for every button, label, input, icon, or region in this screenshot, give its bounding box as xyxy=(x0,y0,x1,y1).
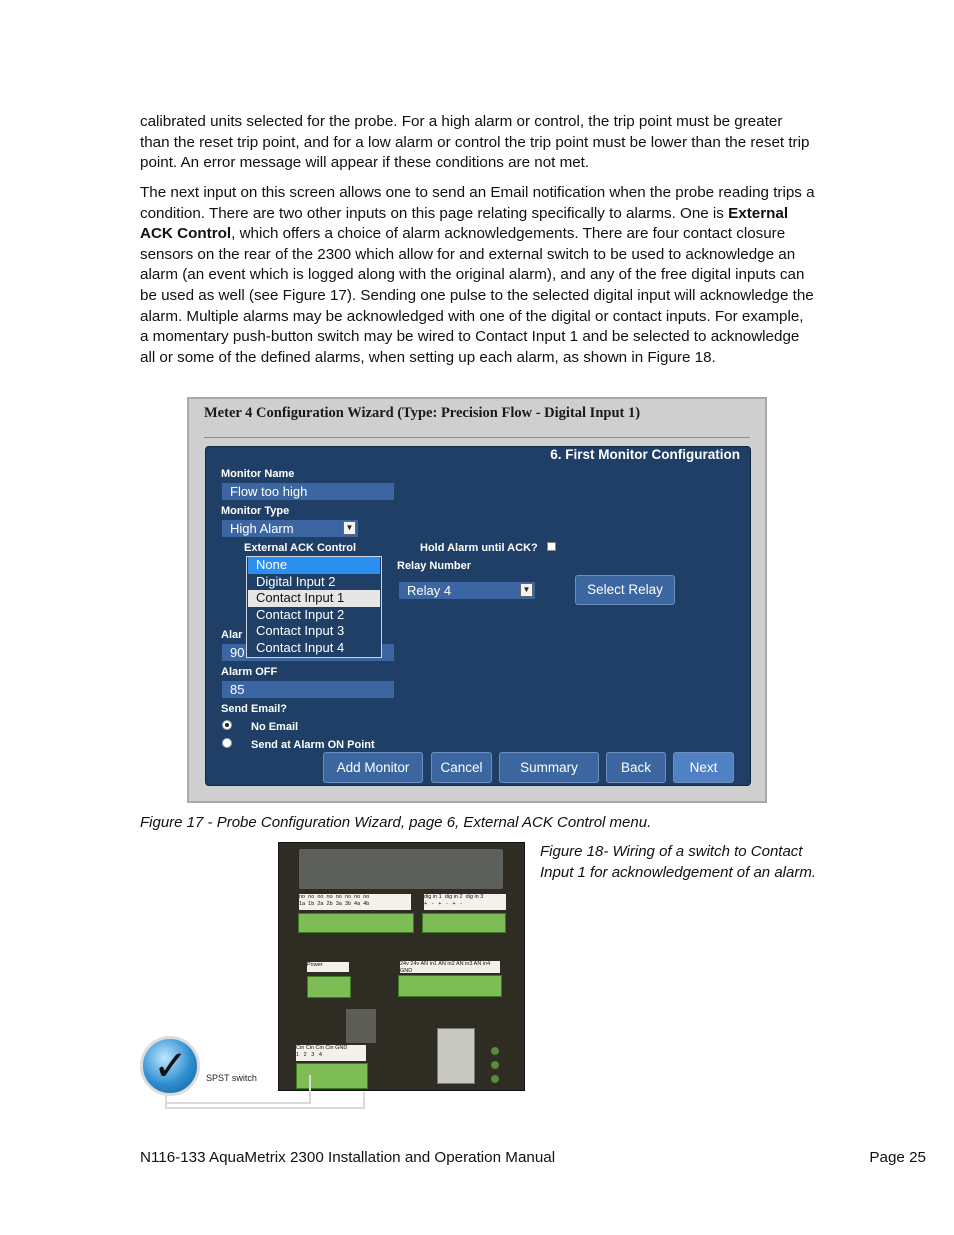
send-email-label: Send Email? xyxy=(221,703,288,715)
wizard-panel xyxy=(205,446,751,786)
ethernet-port xyxy=(437,1028,475,1084)
spst-switch-icon: ✓ xyxy=(140,1036,200,1096)
ack-option[interactable]: Contact Input 1 xyxy=(248,590,380,607)
monitor-type-select[interactable] xyxy=(222,520,358,537)
ack-option[interactable]: None xyxy=(248,557,380,574)
monitor-type-label: Monitor Type xyxy=(221,505,290,517)
contact-input-label: Cin Cin Cin Cin GND 1 2 3 4 xyxy=(296,1045,366,1061)
alarm-on-input[interactable]: 90 xyxy=(222,644,394,661)
paragraph-2-text-b: , which offers a choice of alarm acknowledgements. There are four contact closure sensors on the rear of the 2300 which allow for and external switch to be used to acknowledge an alarm (an event which is logged along with the original alarm), and any of the free digital inputs can be used as well (see Figure 17). Sending one pulse to the selected digital input will acknowledge the alarm. Multiple alarms may be acknowledged with one of the digital or contact inputs. For example, a momentary push-button switch may be wired to Contact Input 1 and be selected to acknowledge all or some of the defined alarms, when setting up each alarm, as shown in Figure 18. xyxy=(140,225,814,366)
ack-option[interactable]: Contact Input 3 xyxy=(256,623,345,639)
next-button[interactable]: Next xyxy=(673,752,734,783)
add-monitor-button[interactable]: Add Monitor xyxy=(323,752,423,783)
led-indicator xyxy=(491,1061,499,1069)
digital-input-label: dig in 1 dig in 2 dig in 3 + - + - + - xyxy=(424,894,506,910)
relay-select[interactable] xyxy=(399,582,535,599)
panel-plate xyxy=(346,1009,376,1043)
spst-switch-label: SPST switch xyxy=(206,1073,257,1083)
chevron-down-icon[interactable]: ▼ xyxy=(520,583,533,597)
chevron-down-icon[interactable]: ▼ xyxy=(343,521,356,535)
relay-terminal-label: no no no no no no no no 1a 1b 2a 2b 3a 3b 4a 4b xyxy=(299,894,411,910)
step-title: 6. First Monitor Configuration xyxy=(550,447,740,462)
wiring-photo xyxy=(278,842,525,1091)
wizard-title: Meter 4 Configuration Wizard (Type: Precision Flow - Digital Input 1) xyxy=(204,405,641,421)
alarm-off-label: Alarm OFF xyxy=(221,666,278,678)
cancel-button[interactable]: Cancel xyxy=(431,752,492,783)
paragraph-2-text-a: The next input on this screen allows one to send an Email notification when the probe reading trips a condition. There are two other inputs on this page relating specifically to alarms. One is xyxy=(140,184,815,222)
figure-17-caption: Figure 17 - Probe Configuration Wizard, page 6, External ACK Control menu. xyxy=(140,814,652,831)
select-relay-button[interactable]: Select Relay xyxy=(575,575,675,605)
analog-label: 24v 24v AN in1 AN in2 AN in3 AN in4 GND xyxy=(400,961,500,973)
wizard-screenshot xyxy=(187,397,767,803)
send-at-alarm-on-label: Send at Alarm ON Point xyxy=(251,739,375,751)
hold-alarm-checkbox[interactable] xyxy=(547,542,556,551)
no-email-label: No Email xyxy=(251,721,299,733)
monitor-name-input[interactable]: Flow too high xyxy=(222,483,394,500)
relay-terminal-block xyxy=(298,913,414,933)
power-terminal-block xyxy=(307,976,351,998)
led-indicator xyxy=(491,1075,499,1083)
relay-value: Relay 4 xyxy=(407,583,452,598)
power-label: Power xyxy=(307,962,349,972)
ack-option[interactable]: Contact Input 4 xyxy=(256,639,345,655)
footer-manual-title: N116-133 AquaMetrix 2300 Installation and Operation Manual xyxy=(140,1149,556,1166)
paragraph-2 xyxy=(140,183,816,368)
monitor-name-label: Monitor Name xyxy=(221,468,295,480)
terminal-cover xyxy=(299,849,503,889)
hold-alarm-label: Hold Alarm until ACK? xyxy=(420,542,538,554)
back-button[interactable]: Back xyxy=(606,752,666,783)
figure-18-caption: Figure 18- Wiring of a switch to Contact Input 1 for acknowledgement of an alarm. xyxy=(540,843,816,881)
led-indicator xyxy=(491,1047,499,1055)
summary-button[interactable]: Summary xyxy=(499,752,599,783)
wizard-divider xyxy=(204,437,750,438)
ack-option[interactable]: Contact Input 2 xyxy=(256,606,345,622)
external-ack-label: External ACK Control xyxy=(244,542,357,554)
radio-no-email[interactable] xyxy=(222,720,232,730)
paragraph-1: calibrated units selected for the probe. For a high alarm or control, the trip point must be greater than the reset trip point, and for a low alarm or control the trip point must be lower than the reset trip point. An error message will appear if these conditions are not met. xyxy=(140,113,810,172)
relay-number-label: Relay Number xyxy=(397,560,471,572)
footer-page-number: Page 25 xyxy=(869,1149,926,1166)
alarm-on-label: Alar xyxy=(221,629,243,641)
radio-send-at-alarm-on[interactable] xyxy=(222,738,232,748)
ack-dropdown-list[interactable] xyxy=(246,556,382,658)
digital-input-block xyxy=(422,913,506,933)
ack-option[interactable]: Digital Input 2 xyxy=(256,573,336,589)
monitor-type-value: High Alarm xyxy=(230,521,294,536)
alarm-off-input[interactable]: 85 xyxy=(222,681,394,698)
paragraph-2-bold: External ACK Control xyxy=(140,204,789,243)
analog-terminal-block xyxy=(398,975,502,997)
